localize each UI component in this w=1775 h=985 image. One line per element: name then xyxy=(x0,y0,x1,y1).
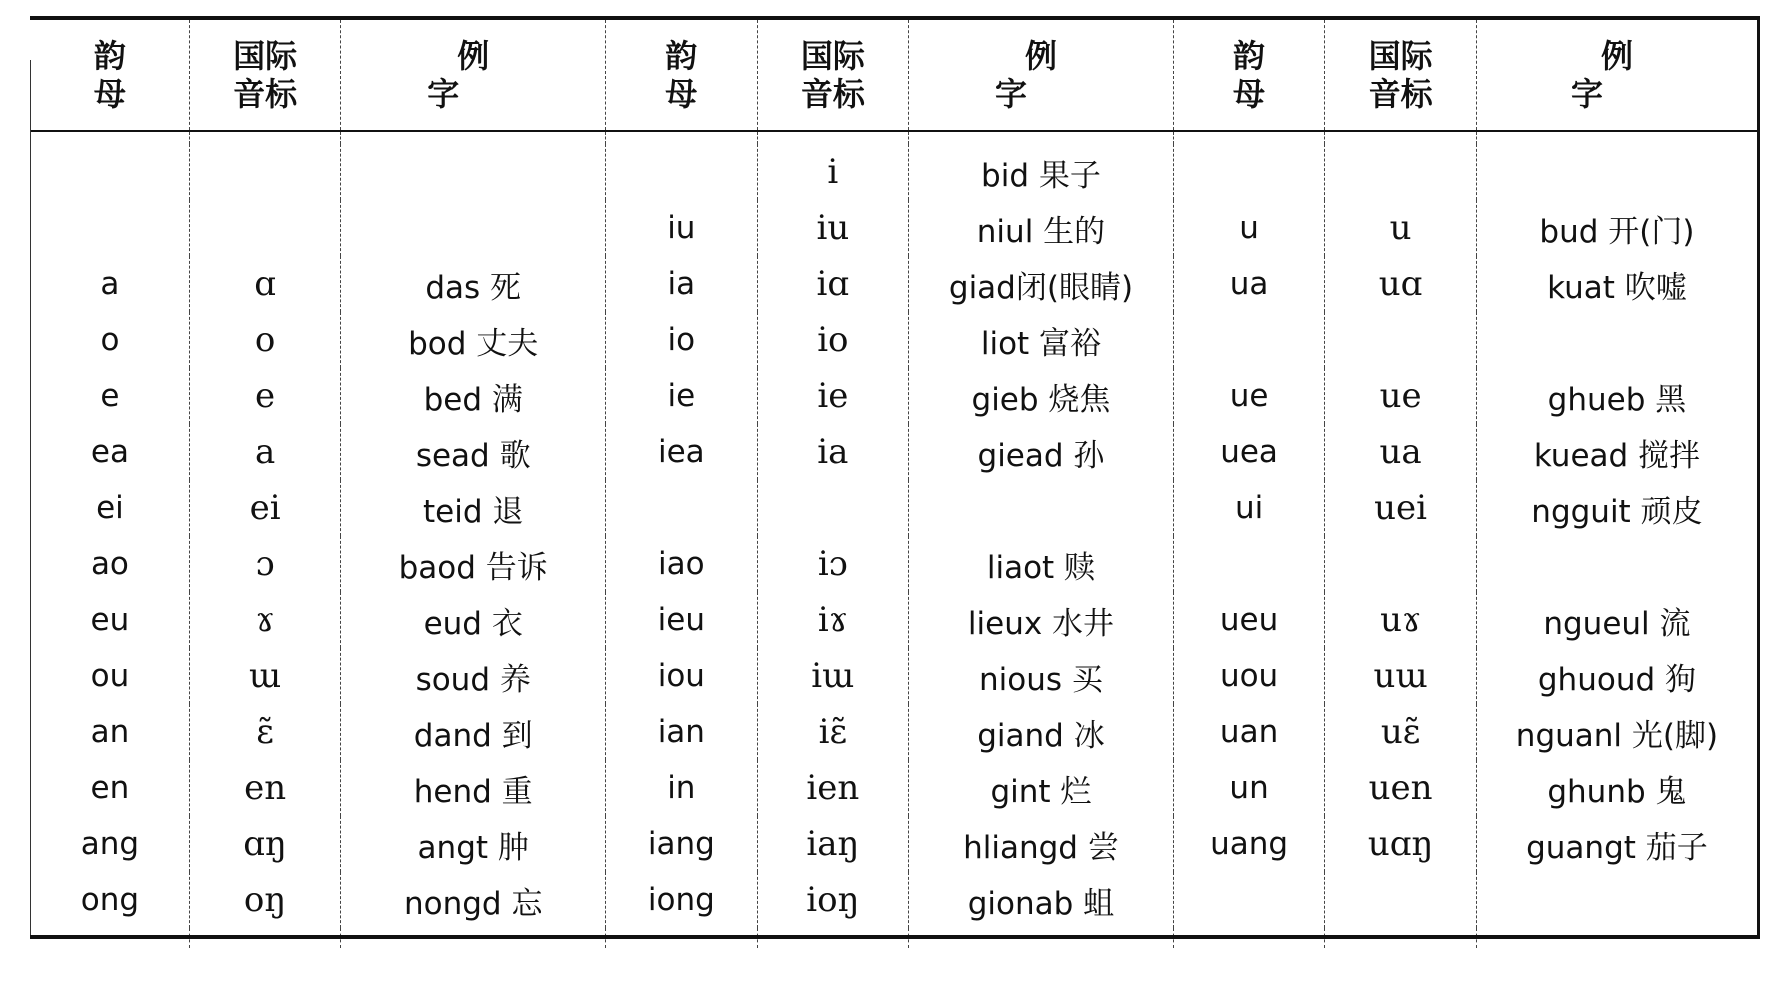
header-final-2: 韵母 xyxy=(606,20,758,131)
table-row xyxy=(31,704,1757,760)
example-cell-3: kuat 吹嘘 xyxy=(1476,256,1757,312)
example-cell-2: giand 冰 xyxy=(909,704,1174,760)
example-cell-2: liaot 赎 xyxy=(909,536,1174,592)
final-cell-1: an xyxy=(90,714,130,750)
final-cell-1: ao xyxy=(90,546,129,582)
final-cell-2: ie xyxy=(606,368,758,424)
ipa-cell-2: iɑ xyxy=(757,256,909,312)
final-cell-3 xyxy=(1173,312,1325,368)
final-cell-3: uan xyxy=(1173,704,1325,760)
table-row xyxy=(31,872,1757,928)
ipa-cell-2: i xyxy=(757,144,909,200)
ipa-cell-1: ɯ xyxy=(189,648,341,704)
final-cell-1: eu xyxy=(90,602,130,638)
example-cell-2 xyxy=(909,480,1174,536)
table-row xyxy=(31,592,1757,648)
ipa-cell-2: iaŋ xyxy=(757,816,909,872)
example-cell-1 xyxy=(341,144,606,200)
header-ipa-2: 国际音标 xyxy=(757,20,909,131)
ipa-cell-2: iɔ xyxy=(757,536,909,592)
final-cell-1: ang xyxy=(80,826,140,862)
header-ipa-1: 国际音标 xyxy=(189,20,341,131)
example-cell-3: ghueb 黑 xyxy=(1476,368,1757,424)
ipa-cell-3: u xyxy=(1325,200,1477,256)
example-cell-3 xyxy=(1476,872,1757,928)
final-cell-2: ian xyxy=(606,704,758,760)
example-cell-1: teid 退 xyxy=(341,480,606,536)
example-cell-2: gionab 蛆 xyxy=(909,872,1174,928)
finals-table xyxy=(31,20,1757,948)
example-cell-2: gieb 烧焦 xyxy=(909,368,1174,424)
final-cell-2: iou xyxy=(606,648,758,704)
final-cell-3 xyxy=(1173,144,1325,200)
ipa-cell-3: uɤ xyxy=(1325,592,1477,648)
example-cell-1: eud 衣 xyxy=(341,592,606,648)
ipa-cell-2: iu xyxy=(757,200,909,256)
example-cell-3: ghuoud 狗 xyxy=(1476,648,1757,704)
example-cell-3: bud 开(门) xyxy=(1476,200,1757,256)
example-cell-2: liot 富裕 xyxy=(909,312,1174,368)
ipa-cell-1: oŋ xyxy=(189,872,341,928)
final-cell-3 xyxy=(1173,872,1325,928)
example-cell-2: nious 买 xyxy=(909,648,1174,704)
example-cell-1: bed 满 xyxy=(341,368,606,424)
ipa-cell-3: uɯ xyxy=(1325,648,1477,704)
final-cell-3: uang xyxy=(1173,816,1325,872)
final-cell-3: ue xyxy=(1173,368,1325,424)
example-cell-3: ngguit 顽皮 xyxy=(1476,480,1757,536)
header-example-1: 例 字 xyxy=(341,20,606,131)
example-cell-1: bod 丈夫 xyxy=(341,312,606,368)
final-cell-2 xyxy=(606,144,758,200)
ipa-cell-2 xyxy=(757,480,909,536)
ipa-cell-2: ien xyxy=(757,760,909,816)
header-example-3: 例 字 xyxy=(1476,20,1757,131)
ipa-cell-3 xyxy=(1325,872,1477,928)
table-bottom-rule xyxy=(30,935,1760,939)
final-cell-1: o xyxy=(100,322,120,358)
ipa-cell-2: io xyxy=(757,312,909,368)
table-row xyxy=(31,648,1757,704)
ipa-cell-2: iɛ̃ xyxy=(757,704,909,760)
ipa-cell-1: o xyxy=(189,312,341,368)
final-cell-1: e xyxy=(100,378,120,414)
example-cell-1: nongd 忘 xyxy=(341,872,606,928)
final-cell-1: ou xyxy=(90,658,130,694)
final-cell-2: iong xyxy=(606,872,758,928)
example-cell-3: guangt 茄子 xyxy=(1476,816,1757,872)
example-cell-1: dand 到 xyxy=(341,704,606,760)
ipa-cell-1: ɔ xyxy=(189,536,341,592)
final-cell-3: u xyxy=(1173,200,1325,256)
ipa-cell-1: ɛ̃ xyxy=(189,704,341,760)
example-cell-3: kuead 搅拌 xyxy=(1476,424,1757,480)
ipa-cell-1 xyxy=(189,144,341,200)
final-cell-1: en xyxy=(90,770,130,806)
final-cell-1: ea xyxy=(90,434,129,470)
spacer-row xyxy=(31,131,1757,144)
ipa-cell-3: uɑŋ xyxy=(1325,816,1477,872)
final-cell-2: ieu xyxy=(606,592,758,648)
final-cell-2: iu xyxy=(606,200,758,256)
ipa-cell-1: ɤ xyxy=(189,592,341,648)
final-cell-2: iao xyxy=(606,536,758,592)
example-cell-2: hliangd 尝 xyxy=(909,816,1174,872)
table-row xyxy=(31,760,1757,816)
ipa-cell-3 xyxy=(1325,144,1477,200)
table-row xyxy=(31,144,1757,200)
final-cell-1 xyxy=(31,200,189,256)
example-cell-1: hend 重 xyxy=(341,760,606,816)
table-row xyxy=(31,200,1757,256)
final-cell-3: uea xyxy=(1173,424,1325,480)
table-row xyxy=(31,424,1757,480)
final-cell-1: ong xyxy=(80,882,140,918)
example-cell-3: ghunb 鬼 xyxy=(1476,760,1757,816)
ipa-cell-3: ua xyxy=(1325,424,1477,480)
example-cell-1: baod 告诉 xyxy=(341,536,606,592)
ipa-cell-3: ue xyxy=(1325,368,1477,424)
header-example-2: 例 字 xyxy=(909,20,1174,131)
ipa-cell-3 xyxy=(1325,536,1477,592)
table-row xyxy=(31,312,1757,368)
ipa-cell-3 xyxy=(1325,312,1477,368)
final-cell-1 xyxy=(31,144,189,200)
ipa-cell-3: uɛ̃ xyxy=(1325,704,1477,760)
final-cell-2: ia xyxy=(606,256,758,312)
ipa-cell-1 xyxy=(189,200,341,256)
final-cell-3: ua xyxy=(1173,256,1325,312)
ipa-cell-2: ia xyxy=(757,424,909,480)
example-cell-2: gint 烂 xyxy=(909,760,1174,816)
ipa-cell-1: ei xyxy=(189,480,341,536)
example-cell-2: lieux 水井 xyxy=(909,592,1174,648)
table-row xyxy=(31,816,1757,872)
header-ipa-3: 国际音标 xyxy=(1325,20,1477,131)
table-right-border xyxy=(1757,16,1760,939)
header-row xyxy=(31,20,1757,131)
ipa-cell-2: iɤ xyxy=(757,592,909,648)
example-cell-2: bid 果子 xyxy=(909,144,1174,200)
ipa-cell-3: uɑ xyxy=(1325,256,1477,312)
final-cell-1: a xyxy=(100,266,120,302)
example-cell-3 xyxy=(1476,312,1757,368)
table-row xyxy=(31,368,1757,424)
ipa-cell-3: uei xyxy=(1325,480,1477,536)
example-cell-2: giad闭(眼睛) xyxy=(909,256,1174,312)
final-cell-2 xyxy=(606,480,758,536)
ipa-cell-1: e xyxy=(189,368,341,424)
ipa-cell-1: ɑŋ xyxy=(189,816,341,872)
final-cell-3: un xyxy=(1173,760,1325,816)
example-cell-1 xyxy=(341,200,606,256)
ipa-cell-2: ioŋ xyxy=(757,872,909,928)
example-cell-1: soud 养 xyxy=(341,648,606,704)
header-final-3: 韵母 xyxy=(1173,20,1325,131)
final-cell-3: ui xyxy=(1173,480,1325,536)
ipa-cell-2: iɯ xyxy=(757,648,909,704)
example-cell-3 xyxy=(1476,536,1757,592)
example-cell-1: das 死 xyxy=(341,256,606,312)
final-cell-3 xyxy=(1173,536,1325,592)
final-cell-2: io xyxy=(606,312,758,368)
header-final-1: 韵母 xyxy=(31,20,189,131)
example-cell-3: nguanl 光(脚) xyxy=(1476,704,1757,760)
final-cell-2: iang xyxy=(606,816,758,872)
example-cell-1: sead 歌 xyxy=(341,424,606,480)
ipa-cell-1: a xyxy=(189,424,341,480)
final-cell-2: in xyxy=(606,760,758,816)
ipa-cell-1: ɑ xyxy=(189,256,341,312)
ipa-cell-3: uen xyxy=(1325,760,1477,816)
final-cell-1: ei xyxy=(96,490,124,526)
ipa-cell-2: ie xyxy=(757,368,909,424)
example-cell-2: niul 生的 xyxy=(909,200,1174,256)
example-cell-1: angt 肿 xyxy=(341,816,606,872)
final-cell-2: iea xyxy=(606,424,758,480)
ipa-cell-1: en xyxy=(189,760,341,816)
table-row xyxy=(31,480,1757,536)
table-row xyxy=(31,256,1757,312)
final-cell-3: ueu xyxy=(1173,592,1325,648)
example-cell-2: giead 孙 xyxy=(909,424,1174,480)
example-cell-3: ngueul 流 xyxy=(1476,592,1757,648)
example-cell-3 xyxy=(1476,144,1757,200)
final-cell-3: uou xyxy=(1173,648,1325,704)
table-row xyxy=(31,536,1757,592)
